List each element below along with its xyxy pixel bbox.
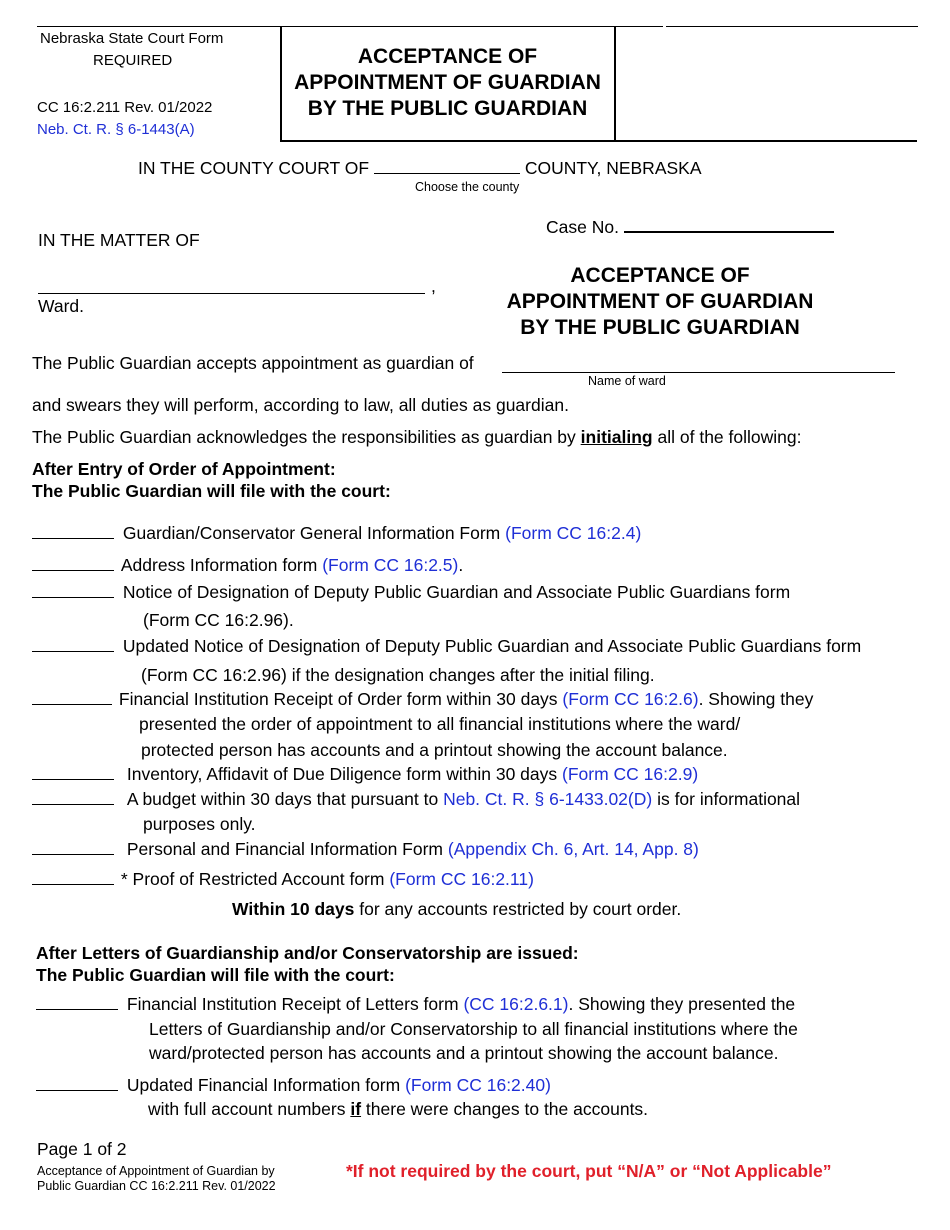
court-form-label: Nebraska State Court Form xyxy=(40,30,224,47)
acknowledge-line xyxy=(32,427,801,448)
item-after: . Showing they xyxy=(698,689,814,709)
initial-blank[interactable] xyxy=(32,840,114,855)
header-divider-right xyxy=(614,26,616,141)
cont-if: if xyxy=(350,1099,362,1119)
county-court-line xyxy=(138,157,702,179)
item-text: Updated Notice of Designation of Deputy Public Guardian and Associate Public Guardians form xyxy=(122,636,862,656)
case-no-field[interactable] xyxy=(624,215,834,233)
list-item xyxy=(32,869,534,890)
name-of-ward-hint: Name of ward xyxy=(588,374,666,388)
item-continuation: protected person has accounts and a printout showing the account balance. xyxy=(141,740,728,760)
na-note: *If not required by the court, put “N/A” or “Not Applicable” xyxy=(346,1161,832,1181)
matter-label: IN THE MATTER OF xyxy=(38,230,200,250)
header-top-rule-right xyxy=(666,26,918,27)
caption-title-line1: ACCEPTANCE OF xyxy=(570,264,750,287)
item-text: Personal and Financial Information Form xyxy=(126,839,443,859)
initial-blank[interactable] xyxy=(36,1076,118,1091)
page-number: Page 1 of 2 xyxy=(37,1139,127,1159)
initial-blank[interactable] xyxy=(32,765,114,780)
list-item xyxy=(32,555,463,576)
section2-heading-line1: After Letters of Guardianship and/or Conservatorship are issued: xyxy=(36,943,579,963)
initial-blank[interactable] xyxy=(32,790,114,805)
item-continuation: ward/protected person has accounts and a printout showing the account balance. xyxy=(149,1043,779,1063)
form-link[interactable]: (Form CC 16:2.6) xyxy=(562,689,699,709)
item-continuation: presented the order of appointment to all financial institutions where the ward/ xyxy=(139,714,741,734)
item-continuation: purposes only. xyxy=(143,814,256,834)
ack-after: all of the following: xyxy=(657,427,802,447)
county-hint: Choose the county xyxy=(415,180,520,194)
item-after: . xyxy=(458,555,464,575)
ack-before: The Public Guardian acknowledges the responsibilities as guardian by xyxy=(32,427,576,447)
form-link[interactable]: (Form CC 16:2.40) xyxy=(405,1075,551,1095)
initial-blank[interactable] xyxy=(32,690,112,705)
initial-blank[interactable] xyxy=(32,556,114,571)
item-text: Financial Institution Receipt of Order form within 30 days xyxy=(118,689,558,709)
initial-blank[interactable] xyxy=(32,870,114,885)
county-suffix: COUNTY, NEBRASKA xyxy=(524,158,702,178)
form-number: CC 16:2.211 Rev. 01/2022 xyxy=(37,99,213,116)
header-title-line3: BY THE PUBLIC GUARDIAN xyxy=(307,97,588,120)
court-prefix: IN THE COUNTY COURT OF xyxy=(138,158,370,178)
list-item xyxy=(36,994,795,1015)
list-item xyxy=(36,1075,551,1096)
within-days-rest: for any accounts restricted by court order. xyxy=(359,899,682,919)
required-label: REQUIRED xyxy=(93,52,173,69)
case-no-line xyxy=(546,215,834,238)
form-link[interactable]: (Form CC 16:2.9) xyxy=(562,764,699,784)
ward-name-field[interactable] xyxy=(38,293,425,294)
item-text: Guardian/Conservator General Information Form xyxy=(122,523,501,543)
section1-heading-line2: The Public Guardian will file with the court: xyxy=(32,481,391,501)
within-days-bold: Within 10 days xyxy=(232,899,355,919)
item-continuation xyxy=(148,1099,648,1120)
list-item xyxy=(32,689,813,710)
form-link[interactable]: (Form CC 16:2.11) xyxy=(389,869,534,889)
header-bottom-rule xyxy=(280,140,917,142)
item-continuation: (Form CC 16:2.96) if the designation changes after the initial filing. xyxy=(141,665,655,685)
list-item xyxy=(32,636,861,657)
initial-blank[interactable] xyxy=(32,637,114,652)
swear-text: and swears they will perform, according to law, all duties as guardian. xyxy=(32,395,569,415)
item-text: Notice of Designation of Deputy Public Guardian and Associate Public Guardians form xyxy=(122,582,791,602)
case-no-label: Case No. xyxy=(546,217,619,237)
cont-after: there were changes to the accounts. xyxy=(365,1099,649,1119)
caption-title xyxy=(480,263,840,341)
county-select-field[interactable] xyxy=(374,157,520,174)
item-text: Inventory, Affidavit of Due Diligence form within 30 days xyxy=(126,764,558,784)
appendix-link[interactable]: (Appendix Ch. 6, Art. 14, App. 8) xyxy=(447,839,699,859)
header-title-line1: ACCEPTANCE OF xyxy=(357,45,538,68)
form-link[interactable]: (Form CC 16:2.5) xyxy=(322,555,459,575)
list-item xyxy=(32,789,800,810)
list-item xyxy=(32,839,699,860)
item-text: Financial Institution Receipt of Letters form xyxy=(126,994,459,1014)
header-title-line2: APPOINTMENT OF GUARDIAN xyxy=(294,71,601,94)
ward-name-blank[interactable] xyxy=(502,372,895,373)
item-text: Updated Financial Information form xyxy=(126,1075,401,1095)
initial-blank[interactable] xyxy=(32,583,114,598)
section1-heading-line1: After Entry of Order of Appointment: xyxy=(32,459,336,479)
ward-label: Ward. xyxy=(38,296,85,316)
initial-blank[interactable] xyxy=(36,995,118,1010)
ward-comma: , xyxy=(431,276,436,296)
accept-text: The Public Guardian accepts appointment as guardian of xyxy=(32,353,474,373)
caption-title-line3: BY THE PUBLIC GUARDIAN xyxy=(520,316,800,339)
form-link[interactable]: (Form CC 16:2.4) xyxy=(505,523,642,543)
initial-blank[interactable] xyxy=(32,524,114,539)
list-item xyxy=(32,523,641,544)
within-days-note xyxy=(232,899,681,920)
item-after: is for informational xyxy=(652,789,801,809)
item-text: A budget within 30 days that pursuant to xyxy=(126,789,439,809)
ack-initialing: initialing xyxy=(580,427,653,447)
header-title xyxy=(281,44,614,122)
item-text: * Proof of Restricted Account form xyxy=(120,869,385,889)
cont-before: with full account numbers xyxy=(148,1099,346,1119)
footer-line2: Public Guardian CC 16:2.211 Rev. 01/2022 xyxy=(37,1179,276,1193)
caption-title-line2: APPOINTMENT OF GUARDIAN xyxy=(506,290,814,313)
form-link[interactable]: (CC 16:2.6.1) xyxy=(463,994,569,1014)
rule-reference-link[interactable]: Neb. Ct. R. § 6-1443(A) xyxy=(37,121,195,138)
item-text: Address Information form xyxy=(120,555,318,575)
section2-heading-line2: The Public Guardian will file with the court: xyxy=(36,965,395,985)
list-item xyxy=(32,764,698,785)
item-continuation: Letters of Guardianship and/or Conservatorship to all financial institutions where the xyxy=(149,1019,798,1039)
rule-link[interactable]: Neb. Ct. R. § 6-1433.02(D) xyxy=(443,789,653,809)
list-item xyxy=(32,582,790,603)
item-continuation: (Form CC 16:2.96). xyxy=(143,610,294,630)
header-top-rule xyxy=(37,26,663,27)
footer-line1: Acceptance of Appointment of Guardian by xyxy=(37,1164,275,1178)
item-after: . Showing they presented the xyxy=(568,994,796,1014)
